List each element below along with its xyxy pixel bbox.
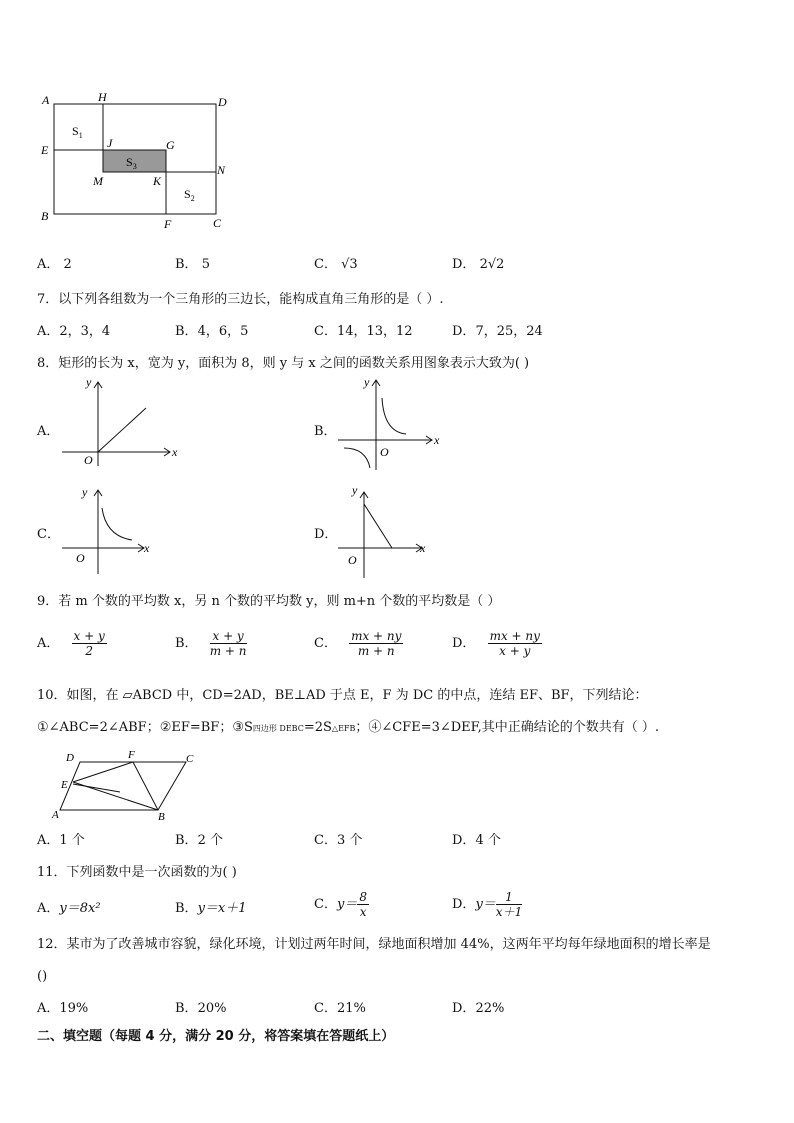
q6-option-c: C． √3 xyxy=(314,257,358,272)
point-label: A xyxy=(42,93,50,107)
q8-graph-c xyxy=(60,484,160,576)
x-axis-label: x xyxy=(172,445,178,459)
q11-stem: 11．下列函数中是一次函数的为( ) xyxy=(37,865,237,880)
origin-label: O xyxy=(76,551,85,565)
point-label: F xyxy=(128,749,135,761)
x-axis-label: x xyxy=(420,541,426,555)
q9-option-b: B． $\frac{x + y}{m + n}$ xyxy=(175,629,247,658)
q8-option-c-label: C． xyxy=(37,527,60,542)
point-label: C xyxy=(213,216,222,230)
origin-label: O xyxy=(380,445,389,459)
point-label: E xyxy=(61,779,68,791)
x-axis-label: x xyxy=(144,541,150,555)
point-label: G xyxy=(166,138,175,152)
q12-option-c: C．21% xyxy=(314,1001,366,1016)
q7-option-b: B．4，6，5 xyxy=(175,324,249,339)
q7-option-d: D．7，25，24 xyxy=(452,324,543,339)
y-axis-label: y xyxy=(86,376,92,389)
q7-option-a: A．2，3，4 xyxy=(37,324,111,339)
q10-option-c: C．3 个 xyxy=(314,833,363,848)
point-label: M xyxy=(93,174,103,188)
q12-option-d: D．22% xyxy=(452,1001,505,1016)
q8-graph-b xyxy=(336,376,446,472)
q12-option-b: B．20% xyxy=(175,1001,227,1016)
point-label: F xyxy=(164,217,172,231)
x-axis-label: x xyxy=(434,433,440,447)
q8-stem: 8．矩形的长为 x，宽为 y，面积为 8，则 y 与 x 之间的函数关系用图象表示大致为( ) xyxy=(37,356,530,371)
y-axis-label: y xyxy=(352,484,358,497)
point-label: H xyxy=(98,90,107,104)
point-label: E xyxy=(41,143,49,157)
q11-option-d: D．y＝ $\frac{1}{x+1}$ xyxy=(452,890,523,919)
q9-option-d: D． $\frac{mx + ny}{x + y}$ xyxy=(452,629,540,658)
q8-option-b-label: B． xyxy=(314,424,337,439)
q9-option-a: A． $\frac{x + y}{2}$ xyxy=(37,629,105,658)
point-label: D xyxy=(218,95,227,109)
y-axis-label: y xyxy=(364,376,370,389)
q8-graph-a xyxy=(60,376,180,468)
q10-option-a: A．1 个 xyxy=(37,833,85,848)
q8-graph-d xyxy=(336,484,436,580)
region-label-s1: $S_1$ xyxy=(72,124,83,140)
q7-stem: 7．以下列各组数为一个三角形的三边长，能构成直角三角形的是（ ）. xyxy=(37,292,444,307)
q6-option-d: D． 2√2 xyxy=(452,257,505,272)
origin-label: O xyxy=(84,453,93,467)
q12-stem-continued: () xyxy=(37,969,48,984)
q10-option-d: D．4 个 xyxy=(452,833,501,848)
q10-statements: ①∠ABC=2∠ABF；②EF=BF；③S四边形 DEBC=2S△EFB；④∠CFE=3∠DEF,其中正确结论的个数共有（ ）. xyxy=(37,720,660,735)
point-label: B xyxy=(41,209,49,223)
q11-option-b: B．y＝x＋1 xyxy=(175,901,247,916)
q9-option-c: C． $\frac{mx + ny}{m + n}$ xyxy=(314,629,402,658)
region-label-s3: $S_3$ xyxy=(126,155,137,171)
region-label-s2: $S_2$ xyxy=(184,187,195,203)
q11-option-c: C．y＝ $\frac{8}{x}$ xyxy=(314,890,367,919)
q8-option-d-label: D． xyxy=(314,527,338,542)
q8-option-a-label: A． xyxy=(37,424,60,439)
origin-label: O xyxy=(348,553,357,567)
q12-stem: 12．某市为了改善城市容貌，绿化环境，计划过两年时间，绿地面积增加 44%，这两年平均每年绿地面积的增长率是 xyxy=(37,937,711,952)
q9-stem: 9．若 m 个数的平均数 x，另 n 个数的平均数 y，则 m+n 个数的平均数是（ ） xyxy=(37,594,501,609)
q10-option-b: B．2 个 xyxy=(175,833,223,848)
q10-stem: 10．如图，在 ▱ABCD 中，CD=2AD，BE⊥AD 于点 E，F 为 DC 的中点，连结 EF、BF，下列结论： xyxy=(37,688,648,703)
q10-parallelogram-figure xyxy=(46,748,206,824)
q12-option-a: A．19% xyxy=(37,1001,89,1016)
y-axis-label: y xyxy=(82,485,88,499)
section-2-heading: 二、填空题（每题 4 分，满分 20 分，将答案填在答题纸上） xyxy=(37,1029,395,1044)
point-label: D xyxy=(66,752,74,764)
point-label: N xyxy=(217,163,226,177)
q6-rectangle-figure xyxy=(36,90,236,232)
point-label: A xyxy=(52,809,59,821)
point-label: K xyxy=(153,174,162,188)
point-label: B xyxy=(158,811,165,823)
point-label: C xyxy=(186,753,194,765)
q7-option-c: C．14，13，12 xyxy=(314,324,413,339)
q6-option-a: A． 2 xyxy=(37,257,72,272)
point-label: J xyxy=(107,136,113,150)
q6-option-b: B． 5 xyxy=(175,257,210,272)
q11-option-a: A．y＝8x² xyxy=(37,901,101,916)
